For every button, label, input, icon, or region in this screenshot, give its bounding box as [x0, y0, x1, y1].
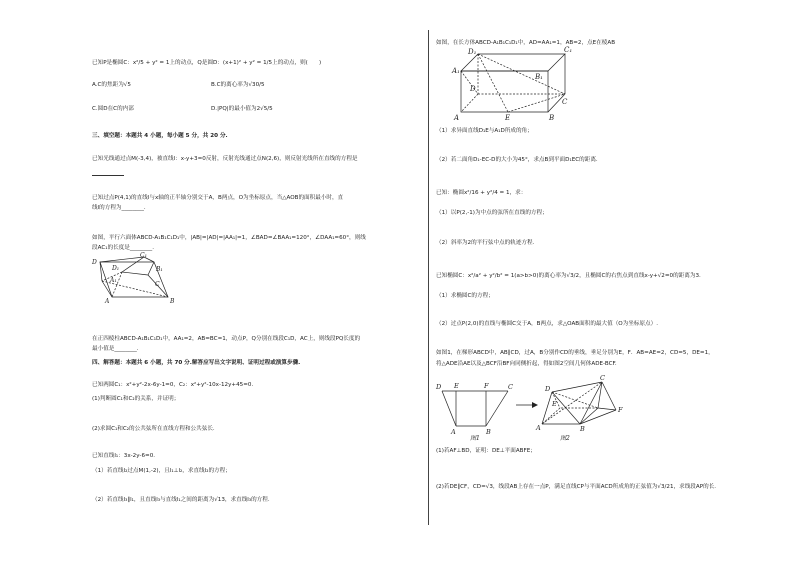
option-a: A.C的焦距为√5	[92, 82, 131, 88]
option-b: B.C的离心率为√30/5	[211, 82, 265, 88]
fig2-label-C: C	[600, 374, 605, 382]
prism-label-B: B	[170, 298, 175, 305]
fig1-label-D: D	[436, 383, 442, 391]
q13-blank	[92, 170, 124, 179]
prism-label-C: C	[155, 281, 160, 288]
q20-part2: （2）斜率为2的平行弦中点的轨迹方程.	[436, 240, 535, 246]
section-4-title: 四、解答题：本题共 6 小题，共 70 分.解答应写出文字说明、证明过程或演算步骤.	[92, 360, 301, 366]
q19-part2: （2）若二面角D₁-EC-D的大小为45°，求点B到平面D₁EC的距离.	[436, 157, 598, 163]
prism-label-C1: C₁	[140, 252, 147, 259]
q22-line1: 如图1，在梯形ABCD中，AB∥CD，过A，B分别作CD的垂线，垂足分别为E，F．AB=AE=2，CD=5，DE=1，	[436, 350, 714, 356]
cuboid-label-A1: A₁	[452, 67, 460, 75]
q17-part1: (1)判断圆C₁和C₂的关系，并证明；	[92, 396, 180, 402]
fig2-caption: 图2	[560, 435, 570, 442]
cuboid-label-D1: D₁	[468, 48, 477, 56]
q17-line1: 已知两圆C₁：x²+y²-2x-6y-1=0，C₂：x²+y²-10x-12y+45=0.	[92, 382, 254, 388]
fig1-label-C: C	[508, 383, 513, 391]
cuboid-label-E: E	[505, 114, 511, 122]
cuboid-label-B1: B₁	[535, 73, 543, 81]
cuboid-label-D: D	[470, 85, 476, 93]
cuboid-label-A: A	[454, 114, 460, 122]
fig2-label-D: D	[545, 385, 551, 393]
prism-label-D: D	[92, 259, 97, 266]
q22-part1: (1)若AF⊥BD，证明：DE⊥平面ABFE；	[436, 448, 536, 454]
option-d: D.|PQ|的最小值为2√5/5	[211, 106, 273, 112]
cuboid-figure	[448, 46, 578, 124]
cuboid-label-B: B	[549, 114, 555, 122]
fig2-label-A: A	[536, 424, 541, 432]
q22-line2: 将△ADE沿AE以及△BCF沿BF向同侧折起，得如图2空间几何体ADE-BCF.	[436, 361, 617, 367]
q14-line2: 线l的方程为________.	[92, 205, 146, 211]
fig1-label-F: F	[484, 382, 489, 390]
q22-part2: (2)若DE∥CF，CD=√3，线段AB上存在一点P，满足直线CP与平面ACD所成角的正弦值为√3/21，求线段AP的长.	[436, 484, 717, 490]
prism-label-B1: B₁	[156, 266, 163, 273]
prism-label-D1: D₁	[112, 265, 120, 272]
fig1-caption: 图1	[470, 435, 480, 442]
q19-part1: （1）求异面直线D₁E与A₁D所成的角；	[436, 128, 533, 134]
fig2-label-B: B	[580, 425, 585, 433]
fig1-label-E: E	[454, 382, 459, 390]
prism-label-A1: A₁	[110, 277, 117, 284]
q18-line1: 已知直线l₁：3x-2y-6=0.	[92, 453, 156, 459]
fig2-label-F: F	[618, 406, 623, 414]
fig1-label-A: A	[451, 428, 456, 436]
q13-text: 已知光线通过点M(-3,4)，被直线l：x-y+3=0反射，反射光线通过点N(2,6)，则反射光线所在直线的方程是	[92, 156, 358, 162]
q14-line1: 已知过点P(4,1)的直线l与x轴的正半轴分别交于A，B两点，O为坐标原点，当△AOB的面积最小时，直	[92, 195, 344, 201]
column-divider	[428, 30, 429, 525]
q20-part1: （1）以P(2,-1)为中点的弦所在直线的方程；	[436, 210, 548, 216]
transform-arrow	[516, 400, 538, 410]
q15-line2: 段AC₁的长度是________.	[92, 245, 154, 251]
q20-line1: 已知：椭圆x²/16 + y²/4 = 1，求：	[436, 190, 527, 196]
fig1-label-B: B	[486, 428, 491, 436]
fig2-label-E: E	[552, 400, 557, 408]
cuboid-label-C: C	[562, 98, 568, 106]
parallelepiped-figure	[92, 254, 187, 304]
folded-solid-figure-2	[536, 374, 626, 444]
q16-line1: 在正四棱柱ABCD-A₁B₁C₁D₁中，AA₁=2，AB=BC=1，动点P，Q分别在线段C₁D，AC上，则线段PQ长度的	[92, 336, 361, 342]
q17-part2: (2)求圆C₁和C₂的公共弦所在直线方程和公共弦长.	[92, 426, 215, 432]
section-3-title: 三、填空题：本题共 4 小题，每小题 5 分，共 20 分.	[92, 133, 228, 139]
q18-part2: （2）若直线l₃∥l₁，且直线l₃与直线l₁之间的距离为√13，求直线l₃的方程.	[92, 497, 270, 503]
q-ellipse-stem: 已知P是椭圆C：x²/5 + y² = 1上的动点，Q是圆D：(x+1)² + y² = 1/5上的动点，则( )	[92, 60, 322, 66]
q21-line1: 已知椭圆C：x²/a² + y²/b² = 1(a>b>0)的离心率为√3/2，且椭圆C的右焦点到直线x-y+√2=0的距离为3.	[436, 273, 701, 279]
q21-part2: （2）过点P(2,0)的直线与椭圆C交于A，B两点，求△OAB面积的最大值（O为坐标原点）.	[436, 321, 659, 327]
trapezoid-figure-1	[436, 378, 514, 444]
q18-part1: （1）若直线l₂过点M(1,-2)，且l₁⊥l₂，求直线l₂的方程；	[92, 468, 231, 474]
q19-line1: 如图，在长方体ABCD-A₁B₁C₁D₁中，AD=AA₁=1，AB=2，点E在棱AB	[436, 40, 616, 46]
cuboid-label-C1: C₁	[564, 46, 573, 54]
q21-part1: （1）求椭圆C的方程；	[436, 293, 494, 299]
q16-line2: 最小值是________.	[92, 346, 139, 352]
q15-line1: 如图，平行六面体ABCD-A₁B₁C₁D₁中，|AB|=|AD|=|AA₁|=1，∠BAD=∠BAA₁=120°，∠DAA₁=60°，则线	[92, 235, 366, 241]
prism-label-A: A	[105, 298, 110, 305]
option-c: C.圆D在C的内部	[92, 106, 134, 112]
